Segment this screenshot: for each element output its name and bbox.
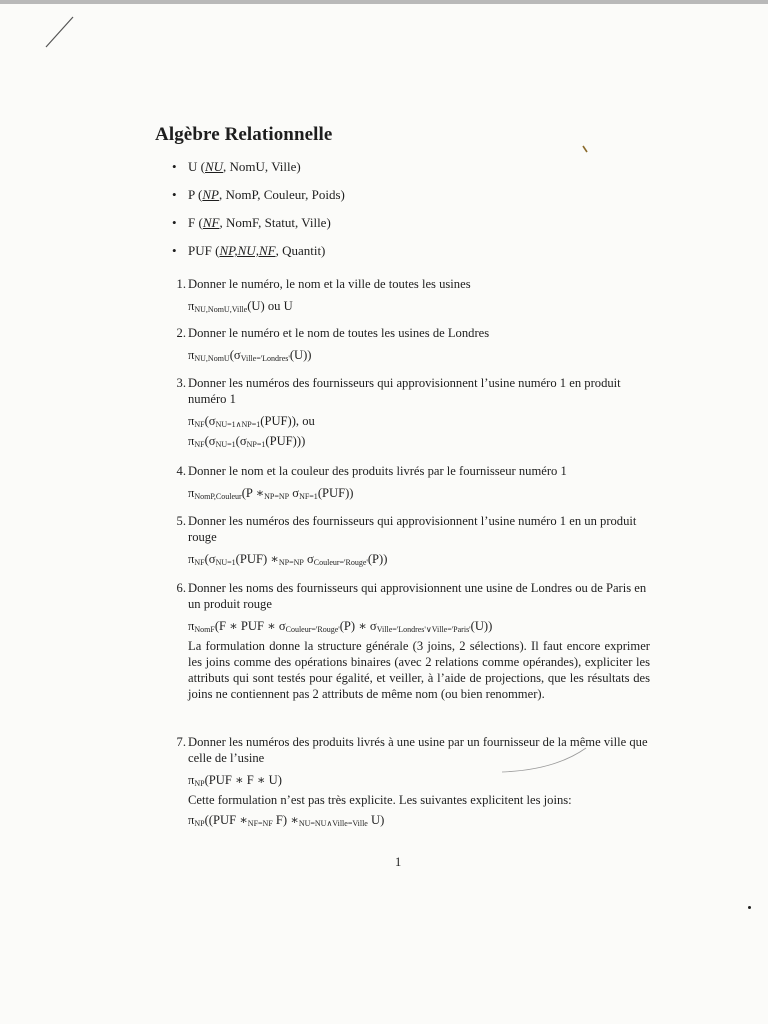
- question-number: 1.: [176, 277, 186, 291]
- question-1: [170, 276, 650, 314]
- primary-key: NF: [202, 215, 220, 230]
- question-4: [170, 463, 650, 501]
- question-2: [170, 325, 650, 363]
- question-text: Donner les numéros des produits livrés à une usine par un fournisseur de la même ville que celle de l’usine: [188, 735, 648, 765]
- ink-speck: [582, 145, 588, 153]
- primary-key: NU: [204, 159, 224, 174]
- algebra-expression: $\pi_{NF}(\sigma_{NU=1}(PUF)$ $∗_{NP=NP}$ $\sigma_{Couleur='Rouge'}(P)$): [188, 552, 388, 567]
- algebra-expression-alt: $\pi_{NP}((PUF$ $∗_{NF=NF}$ F) $∗_{NU=NU\wedge Ville=Ville}$ U): [188, 813, 385, 828]
- question-7: [170, 734, 650, 828]
- pen-stroke-mark: [44, 14, 76, 50]
- question-number: 3.: [176, 376, 186, 390]
- primary-key: NP: [202, 187, 219, 202]
- page-number: 1: [395, 855, 402, 869]
- explanation-note: La formulation donne la structure générale (3 joins, 2 sélections). Il faut encore exprimer les joins comme des opérations binaires (avec 2 relations comme opérandes), expliciter les attributs qui sont testés pour égalité, et veiller, à l’aide de projections, que les résultats des joins ne contiennent pas 2 attributs de même nom (ou bien renommer).: [188, 639, 650, 701]
- question-text: Donner le numéro, le nom et la ville de toutes les usines: [188, 277, 471, 291]
- algebra-expression: $\pi_{NU,NomU}(\sigma_{Ville='Londres'}(U))$: [188, 348, 312, 363]
- question-number: 5.: [176, 514, 186, 528]
- primary-key: NP,NU,NF: [219, 243, 276, 258]
- question-number: 7.: [176, 735, 186, 749]
- algebra-expression: $\pi_{NF}(\sigma_{NU=1\wedge NP=1}(PUF))$, ou: [188, 414, 315, 429]
- question-6: [170, 580, 650, 702]
- algebra-expression: $\pi_{NomP,Couleur}(P$ $∗_{NP=NP}$ $\sigma_{NF=1}(PUF)$): [188, 486, 354, 501]
- schema-item-p: • P (NP, NomP, Couleur, Poids): [172, 186, 345, 214]
- question-text: Donner les noms des fournisseurs qui approvisionnent une usine de Londres ou de Paris en un produit rouge: [188, 581, 647, 611]
- question-number: 4.: [176, 464, 186, 478]
- schema-list: [172, 158, 345, 270]
- question-number: 6.: [176, 581, 186, 595]
- question-number: 2.: [176, 326, 186, 340]
- page-top-edge: [0, 0, 768, 4]
- explanation-note: Cette formulation n’est pas très explicite. Les suivantes explicitent les joins:: [188, 793, 572, 807]
- question-text: Donner le numéro et le nom de toutes les usines de Londres: [188, 326, 490, 340]
- question-text: Donner le nom et la couleur des produits livrés par le fournisseur numéro 1: [188, 464, 567, 478]
- algebra-expression: $\pi_{NomF}(F$ ∗ PUF ∗ $\sigma_{Couleur='Rouge'}(P)$ ∗ $\sigma_{Ville='Londres'\vee Ville='Paris'}(U)$): [188, 619, 493, 634]
- algebra-expression: $\pi_{NU,NomU,Ville}(U)$ ou U: [188, 299, 293, 314]
- algebra-expression: $\pi_{NP}(PUF$ ∗ F ∗ U): [188, 773, 282, 788]
- schema-item-u: • U (NU, NomU, Ville): [172, 158, 345, 186]
- question-3: [170, 375, 650, 449]
- question-5: [170, 513, 650, 567]
- question-text: Donner les numéros des fournisseurs qui approvisionnent l’usine numéro 1 en produit numéro 1: [188, 376, 621, 406]
- schema-item-puf: • PUF (NP,NU,NF, Quantit): [172, 242, 345, 270]
- ink-dot: [748, 906, 751, 909]
- algebra-expression-alt: $\pi_{NF}(\sigma_{NU=1}(\sigma_{NP=1}(PUF)))$: [188, 434, 306, 449]
- question-text: Donner les numéros des fournisseurs qui approvisionnent l’usine numéro 1 en un produit rouge: [188, 514, 637, 544]
- schema-item-f: • F (NF, NomF, Statut, Ville): [172, 214, 345, 242]
- page-title: Algèbre Relationnelle: [155, 124, 333, 145]
